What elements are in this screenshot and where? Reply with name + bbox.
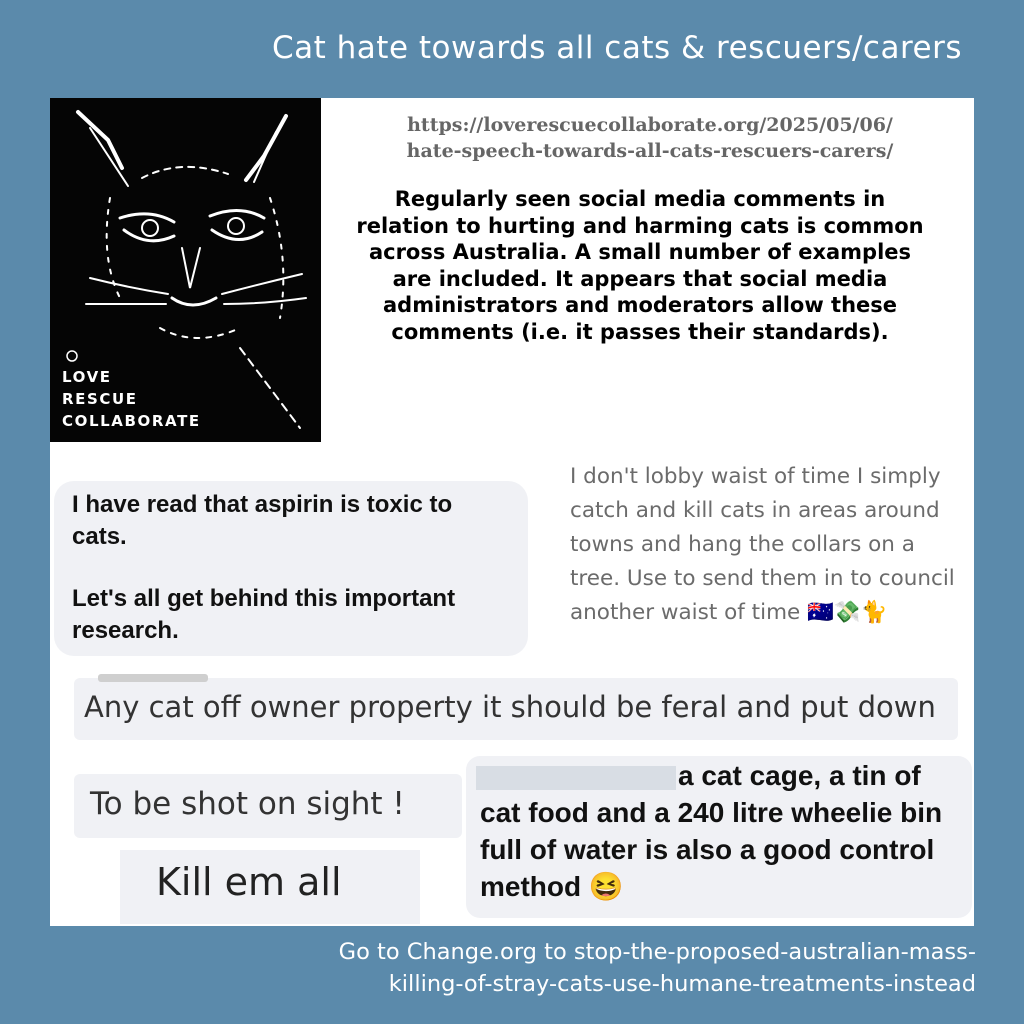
article-link-line1: https://loverescuecollaborate.org/2025/05/06/ — [407, 114, 893, 136]
comment-aspirin-line2: Let's all get behind this important research. — [72, 585, 456, 644]
article-link-line2: hate-speech-towards-all-cats-rescuers-carers/ — [406, 140, 894, 162]
comment-cage-line1: a cat cage, a tin of — [678, 760, 921, 791]
comment-shot — [74, 774, 462, 838]
petition-line2: killing-of-stray-cats-use-humane-treatments-instead — [388, 971, 976, 997]
comment-feral-text: Any cat off owner property it should be feral and put down — [84, 690, 936, 724]
comment-kill — [120, 850, 420, 924]
love-rescue-collaborate-logo — [50, 98, 321, 442]
comment-lobby — [570, 460, 970, 630]
comment-feral — [74, 678, 958, 740]
comment-lobby-emojis: 🇦🇺💸🐈 — [807, 600, 888, 625]
petition-line1: Go to Change.org to stop-the-proposed-australian-mass- — [338, 939, 976, 965]
laughing-emoji-icon: 😆 — [588, 871, 624, 902]
comment-cage — [466, 756, 972, 918]
comment-shot-text: To be shot on sight ! — [90, 786, 405, 822]
cropped-author-name — [98, 674, 208, 682]
logo-wordmark — [62, 366, 201, 432]
page-title: Cat hate towards all cats & rescuers/carers — [272, 30, 962, 66]
intro-paragraph: Regularly seen social media comments in relation to hurting and harming cats is common across Australia. A small number of examples are included. It appears that social media administrators and moderators allow these comments (i.e. it passes their standards). — [356, 187, 924, 344]
comment-aspirin — [54, 481, 528, 656]
petition-footer — [339, 936, 976, 1000]
comment-aspirin-line1: I have read that aspirin is toxic to cats. — [72, 491, 453, 550]
logo-word-love: LOVE — [62, 368, 112, 386]
content-panel — [50, 98, 974, 926]
comment-kill-text: Kill em all — [156, 860, 342, 904]
comment-cage-rest: cat food and a 240 litre wheelie bin full of water is also a good control method — [480, 797, 943, 902]
logo-word-rescue: RESCUE — [62, 390, 138, 408]
logo-word-collaborate: COLLABORATE — [62, 412, 201, 430]
comment-lobby-text: I don't lobby waist of time I simply catch and kill cats in areas around towns and hang the collars on a tree. Use to send them in to council another waist of time — [570, 464, 955, 625]
redacted-author-name — [476, 766, 676, 790]
comment-cage-body — [480, 794, 966, 905]
article-link[interactable] — [350, 112, 950, 164]
